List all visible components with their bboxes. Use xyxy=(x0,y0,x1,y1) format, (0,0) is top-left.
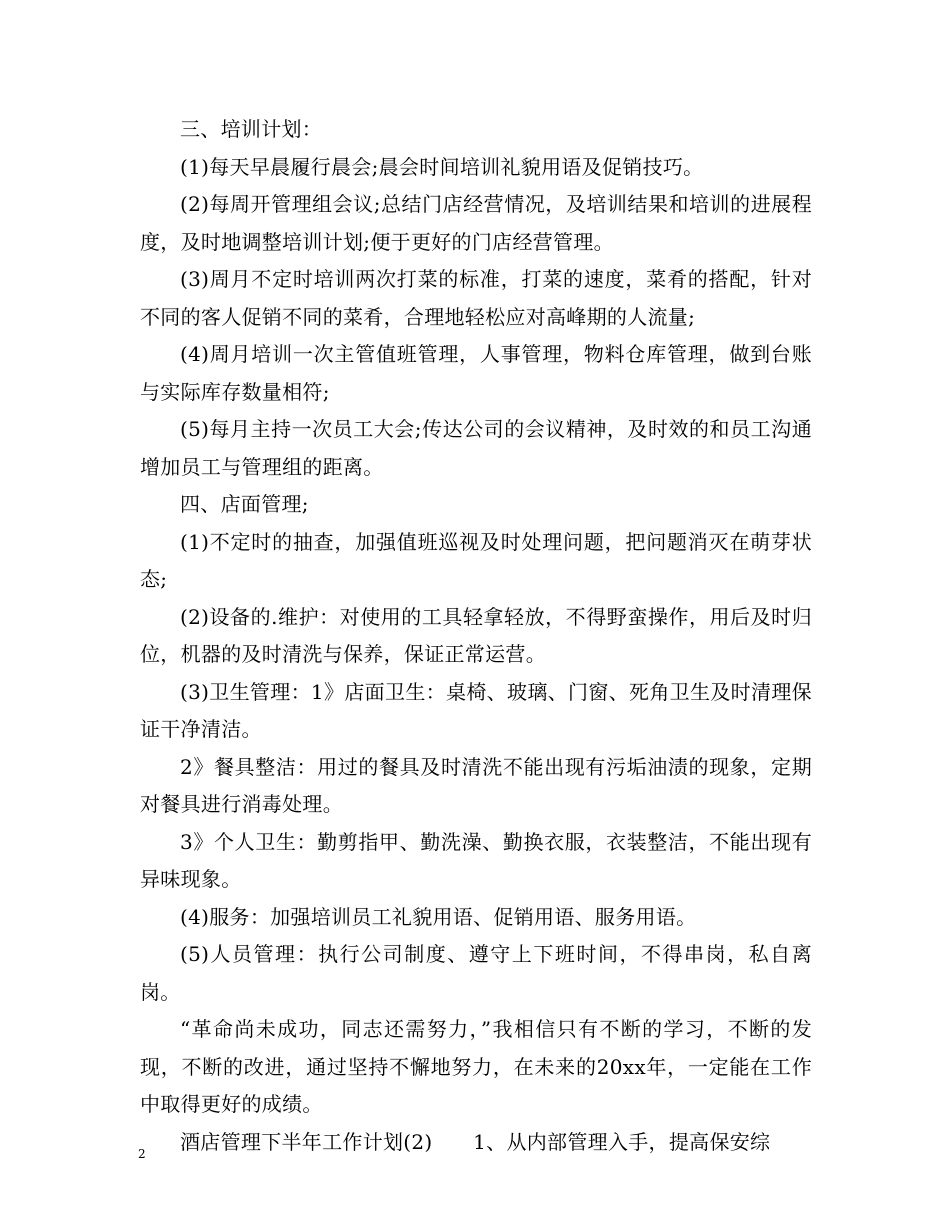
paragraph: (1)每天早晨履行晨会;晨会时间培训礼貌用语及促销技巧。 xyxy=(180,154,704,179)
section-heading-store-management: 四、店面管理; xyxy=(180,492,309,516)
paragraph: 酒店管理下半年工作计划(2) 1、从内部管理入手，提高保安综 xyxy=(180,1129,771,1154)
paragraph: (5)每月主持一次员工大会;传达公司的会议精神，及时效的和员工沟通增加员工与管理组的距离。 xyxy=(140,417,812,479)
document-body xyxy=(140,111,812,1161)
paragraph: (4)服务：加强培训员工礼貌用语、促销用语、服务用语。 xyxy=(180,904,697,929)
page-number: 2 xyxy=(138,1147,146,1161)
section-heading-training-plan: 三、培训计划： xyxy=(180,117,323,141)
paragraph: 3》个人卫生：勤剪指甲、勤洗澡、勤换衣服，衣装整洁，不能出现有异味现象。 xyxy=(140,829,812,891)
paragraph: (1)不定时的抽查，加强值班巡视及时处理问题，把问题消灭在萌芽状态; xyxy=(140,529,812,591)
paragraph: (4)周月培训一次主管值班管理，人事管理，物料仓库管理，做到台账与实际库存数量相符; xyxy=(140,342,812,404)
paragraph: (3)卫生管理：1》店面卫生：桌椅、玻璃、门窗、死角卫生及时清理保证干净清洁。 xyxy=(140,679,812,741)
paragraph: (2)每周开管理组会议;总结门店经营情况，及培训结果和培训的进展程度，及时地调整培训计划;便于更好的门店经营管理。 xyxy=(140,192,812,254)
paragraph: (5)人员管理：执行公司制度、遵守上下班时间，不得串岗，私自离岗。 xyxy=(140,942,812,1004)
paragraph: (2)设备的.维护：对使用的工具轻拿轻放，不得野蛮操作，用后及时归位，机器的及时清洗与保养，保证正常运营。 xyxy=(140,604,812,666)
paragraph: (3)周月不定时培训两次打菜的标准，打菜的速度，菜肴的搭配，针对不同的客人促销不同的菜肴，合理地轻松应对高峰期的人流量; xyxy=(140,267,812,329)
paragraph: “革命尚未成功，同志还需努力，”我相信只有不断的学习，不断的发现，不断的改进，通过坚持不懈地努力，在未来的20xx年，一定能在工作中取得更好的成绩。 xyxy=(140,1017,812,1116)
paragraph: 2》餐具整洁：用过的餐具及时清洗不能出现有污垢油渍的现象，定期对餐具进行消毒处理。 xyxy=(140,754,812,816)
